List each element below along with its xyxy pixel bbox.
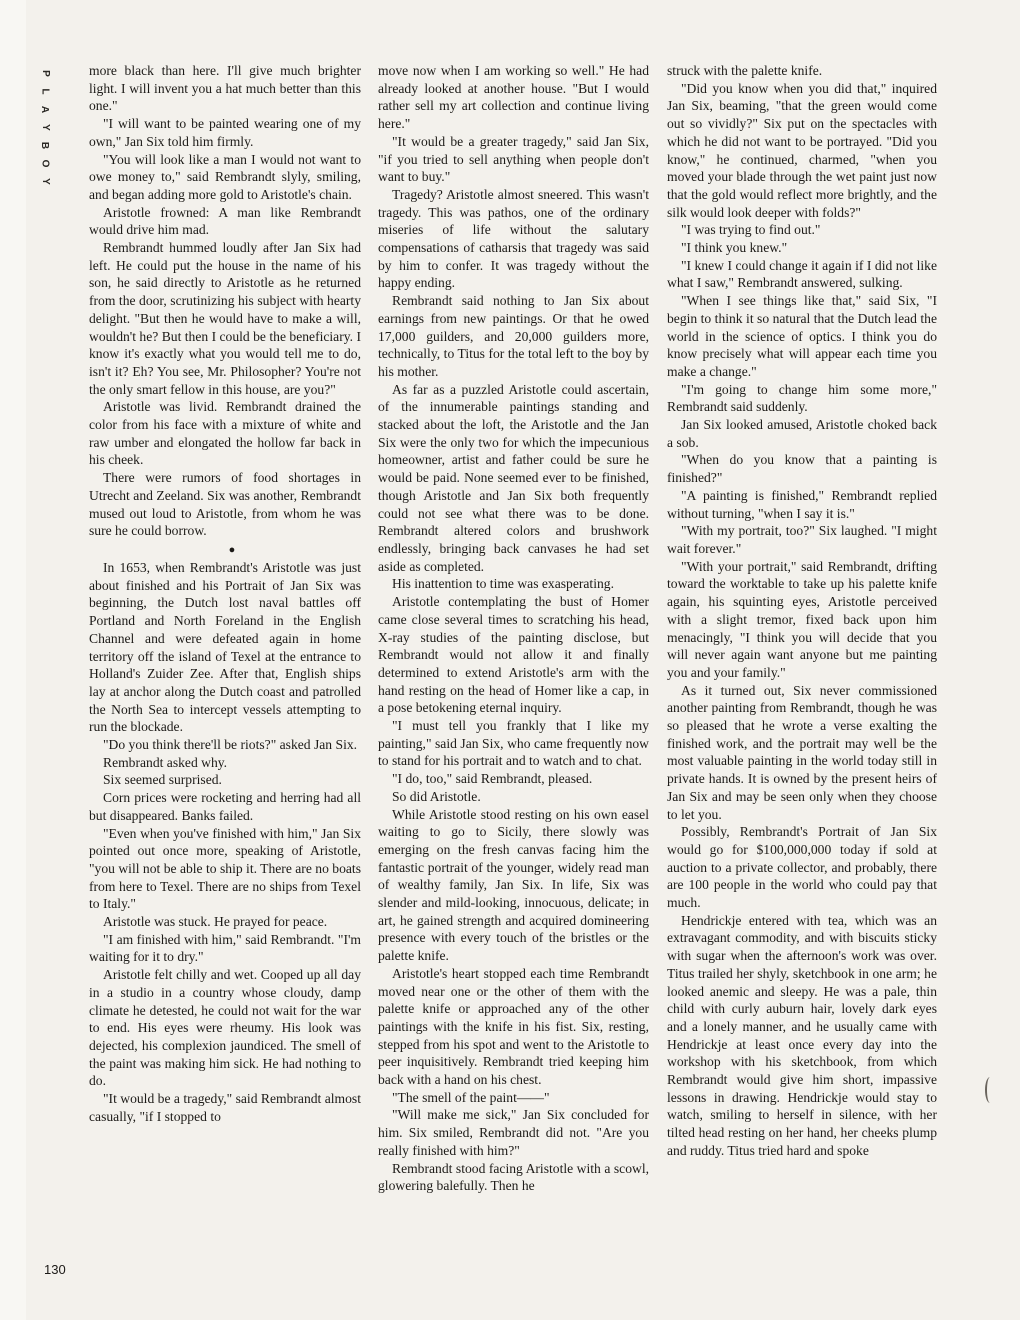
paragraph: Rembrandt stood facing Aristotle with a scowl, glowering balefully. Then he [378, 1160, 649, 1194]
masthead-letter: B [39, 141, 51, 150]
paragraph: Hendrickje entered with tea, which was an extravagant commodity, and with biscuits sticky with sugar when the afternoon's work was over. Titus trailed her shyly, sketchbook in one arm; he looked anemic and sleepy. He was a pale, thin child with curly auburn hair, lovely dark eyes and a lonely manner, and he usually came with Hendrickje at least once every day into the workshop with his sketchbook, from which Rembrandt would give him short, impassive lessons in drawing. Hendrickje would stay to watch, smiling to herself in silence, with her tilted head resting on her hand, her cheeks plump and ruddy. Titus tried hard and spoke [667, 912, 937, 1158]
paragraph: "Even when you've finished with him," Jan Six pointed out once more, speaking of Aristotle, "you will not be able to ship it. There are no boats from here to Texel. There are no ships from Texel to Italy." [89, 825, 361, 912]
paragraph: There were rumors of food shortages in Utrecht and Zeeland. Six was another, Rembrandt mused out loud to Aristotle, from whom he was sure he could borrow. [89, 470, 361, 539]
paragraph: "I'm going to change him some more," Rembrandt said suddenly. [667, 381, 937, 415]
paragraph: As far as a puzzled Aristotle could ascertain, of the innumerable paintings standing and stacked about the loft, the Aristotle and the Jan Six were the only two for which the impecunious homeowner, artist and father could be sure he would be paid. None seemed ever to be finished, though Aristotle and Jan Six both frequently could not see what there was to be done. Rembrandt altered colors and brushwork endlessly, bringing back canvases he had set aside as completed. [378, 381, 649, 574]
magazine-masthead-vertical [36, 68, 54, 187]
paragraph: Six seemed surprised. [103, 772, 222, 788]
paragraph: Aristotle frowned: A man like Rembrandt would drive him mad. [89, 204, 361, 238]
paragraph: Rembrandt hummed loudly after Jan Six had left. He could put the house in the name of his son, he said directly to Aristotle as he returned from the door, scrutinizing his subject with hearty delight. "But then he would have to make a will, wouldn't he? But then I could be the beneficiary. I know it's exactly what you would tell me to do, isn't it? Eh? You see, Mr. Philosopher? You're not the only smart fellow in this house, are you?" [89, 240, 361, 397]
section-divider: ● [228, 543, 236, 556]
masthead-letter: Y [39, 124, 51, 131]
paragraph: move now when I am working so well." He had already looked at another house. "But I would rather sell my art collection and continue living here." [378, 63, 649, 132]
paragraph: Aristotle felt chilly and wet. Cooped up all day in a studio in a country whose cloudy, damp climate he detested, he could not wait for the war to end. His eyes were rheumy. His look was dejected, his complexion jaundiced. The smell of the paint was making him sick. He had nothing to do. [89, 967, 361, 1089]
text-column-3 [667, 62, 937, 1297]
page-edge [0, 0, 26, 1320]
masthead-letter: L [39, 88, 51, 95]
paragraph: "When do you know that a painting is finished?" [667, 452, 937, 486]
paragraph: Rembrandt said nothing to Jan Six about earnings from new paintings. Or that he owed 17,000 guilders, and 20,000 guilders more, technically, to Titus for the total left to the boy by his mother. [378, 293, 649, 379]
text-column-2 [378, 62, 649, 1297]
paragraph: Aristotle was stuck. He prayed for peace. [103, 914, 328, 930]
masthead-letter: A [39, 105, 51, 114]
paragraph: Possibly, Rembrandt's Portrait of Jan Six would go for $100,000,000 today if sold at auction to a private collector, and probably, there are 100 people in the world who could pay that much. [667, 824, 937, 911]
paragraph: "I do, too," said Rembrandt, pleased. [392, 771, 593, 787]
paragraph: "It would be a tragedy," said Rembrandt almost casually, "if I stopped to [89, 1091, 361, 1124]
masthead-letter: P [39, 70, 51, 77]
paragraph: "I will want to be painted wearing one of my own," Jan Six told him firmly. [89, 116, 361, 149]
paragraph: His inattention to time was exasperating. [392, 576, 614, 592]
page-margin-mark [985, 1077, 995, 1103]
paragraph: "I am finished with him," said Rembrandt. "I'm waiting for it to dry." [89, 931, 361, 965]
paragraph: "I think you knew." [681, 240, 788, 256]
paragraph: Corn prices were rocketing and herring had all but disappeared. Banks failed. [89, 790, 361, 823]
paragraph: "Will make me sick," Jan Six concluded for him. Six smiled, Rembrandt did not. "Are you really finished with him?" [378, 1107, 649, 1158]
text-column-1 [89, 62, 361, 1297]
paragraph: So did Aristotle. [392, 788, 481, 804]
paragraph: "With your portrait," said Rembrandt, drifting toward the worktable to take up his palette knife again, his squinting eyes, Aristotle perceived with a slight tremor, fixed back upon him menacingly, "I think you will decide that you will never again want anyone but me painting you and your family." [667, 558, 937, 680]
paragraph: "Did you know when you did that," inquired Jan Six, beaming, "that the green would come out so vividly?" Six put on the spectacles with which he did not want to be portrayed. "Did you know," he continued, charmed, "when you moved your blade through the wet paint just now that the gold would reflect more brightly, and the silk would look deeper with folds?" [667, 80, 937, 220]
paragraph: Aristotle contemplating the bust of Homer came close several times to scratching his head, X-ray studies of the painting disclose, but Rembrandt would not allow it and finally determined to extend Aristotle's arm with the hand resting on the head of Homer like a cap, in a pose betokening eternal inquiry. [378, 594, 649, 716]
paragraph: Aristotle was livid. Rembrandt drained the color from his face with a mixture of white and raw umber and elongated the hollow far back in his cheek. [89, 399, 361, 468]
paragraph: "I must tell you frankly that I like my painting," said Jan Six, who came frequently now to stand for his portrait and to watch and to chat. [378, 718, 649, 769]
masthead-letter: O [39, 159, 51, 168]
paragraph: Aristotle's heart stopped each time Rembrandt moved near one or the other of them with the palette knife or approached any of the other paintings with the knife in his fist. Six, resting, stepped from his spot and went to the Aristotle to peer inquisitively. Rembrandt tried keeping him back with a hand on his chest. [378, 965, 649, 1088]
paragraph: more black than here. I'll give much brighter light. I will invent you a hat much better than this one." [89, 63, 361, 114]
paragraph: "The smell of the paint——" [392, 1089, 550, 1105]
paragraph: "It would be a greater tragedy," said Jan Six, "if you tried to sell anything when people don't want to buy." [378, 133, 649, 185]
paragraph: While Aristotle stood resting on his own easel waiting to go to Sicily, there slowly was emerging on the fresh canvas facing him the fantastic portrait of the younger, widely read man of wealthy family, Jan Six. In life, Six was slender and mild-looking, innocuous, delicate; in art, he gained strength and acquired domineering presence with every touch of the bristles or the palette knife. [378, 806, 649, 964]
paragraph: As it turned out, Six never commissioned another painting from Rembrandt, though he was so pleased that he wrote a verse exalting the finished work, and the portrait may well be the most valuable painting in the world today still in private hands. It is owned by the present heirs of Jan Six and may be seen only when they choose to let you. [667, 682, 937, 822]
page-number: 130 [44, 1262, 66, 1277]
paragraph: Jan Six looked amused, Aristotle choked back a sob. [667, 417, 937, 450]
masthead-letter: Y [39, 178, 51, 185]
paragraph: "With my portrait, too?" Six laughed. "I might wait forever." [667, 523, 937, 556]
paragraph: Rembrandt asked why. [103, 754, 228, 770]
paragraph: "A painting is finished," Rembrandt replied without turning, "when I say it is." [667, 487, 937, 521]
paragraph: struck with the palette knife. [667, 63, 823, 78]
paragraph: "Do you think there'll be riots?" asked Jan Six. [103, 737, 358, 753]
paragraph: In 1653, when Rembrandt's Aristotle was just about finished and his Portrait of Jan Six was beginning, the Dutch lost naval battles off Portland and North Foreland in the English Channel and were defeated again in home territory off the island of Texel at the entrance to Holland's Zuider Zee. After that, English ships lay at anchor along the Dutch coast and patrolled the North Sea to intercept vessels attempting to run the blockade. [89, 559, 361, 735]
paragraph: "When I see things like that," said Six, "I begin to think it so natural that the Dutch lead the world in the science of optics. I think you do know precisely what will appear each time you make a change." [667, 293, 937, 379]
paragraph: "I was trying to find out." [681, 222, 821, 238]
paragraph: "I knew I could change it again if I did not like what I saw," Rembrandt answered, sulking. [667, 257, 937, 291]
paragraph: "You will look like a man I would not want to owe money to," said Rembrandt slyly, smiling, and began adding more gold to Aristotle's chain. [89, 151, 361, 202]
paragraph: Tragedy? Aristotle almost sneered. This wasn't tragedy. This was pathos, one of the ordinary miseries of life without the salutary compensations of catharsis that tragedy was said by him to confer. It was tragedy without the happy ending. [378, 186, 649, 291]
